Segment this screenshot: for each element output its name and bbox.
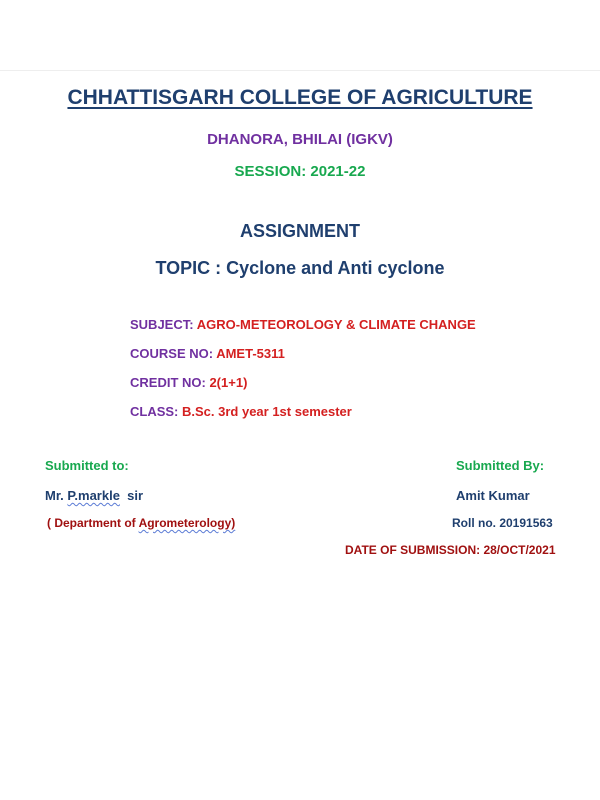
course-label: COURSE NO:: [130, 346, 217, 361]
course-row: [130, 346, 285, 361]
credit-row: [130, 375, 247, 390]
teacher-name-main: P.markle: [67, 488, 120, 503]
class-row: [130, 404, 352, 419]
course-value: AMET-5311: [216, 346, 285, 361]
subject-label: SUBJECT:: [130, 317, 197, 332]
class-label: CLASS:: [130, 404, 182, 419]
teacher-name-prefix: Mr.: [45, 488, 68, 503]
student-name: Amit Kumar: [456, 488, 530, 503]
teacher-name-suffix: sir: [119, 488, 144, 503]
page-top-edge: [0, 70, 600, 71]
subject-value: AGRO-METEOROLOGY & CLIMATE CHANGE: [196, 317, 476, 332]
submitted-to-heading: Submitted to:: [45, 458, 129, 473]
college-name: CHHATTISGARH COLLEGE OF AGRICULTURE: [67, 86, 533, 109]
submitted-by-heading: Submitted By:: [456, 458, 545, 473]
department-prefix: ( Department of: [47, 516, 139, 530]
assignment-topic: TOPIC : Cyclone and Anti cyclone: [155, 258, 445, 278]
teacher-name: [45, 488, 143, 503]
submission-date: DATE OF SUBMISSION: 28/OCT/2021: [345, 543, 556, 557]
department-main: Agrometerology): [138, 516, 236, 530]
credit-label: CREDIT NO:: [130, 375, 210, 390]
subject-row: [130, 317, 476, 332]
class-value: B.Sc. 3rd year 1st semester: [182, 404, 352, 419]
roll-number: Roll no. 20191563: [452, 516, 553, 530]
college-location: DHANORA, BHILAI (IGKV): [207, 131, 393, 148]
department-line: [47, 516, 235, 530]
session-line: SESSION: 2021-22: [234, 163, 366, 180]
credit-value: 2(1+1): [209, 375, 248, 390]
assignment-heading: ASSIGNMENT: [239, 221, 360, 241]
